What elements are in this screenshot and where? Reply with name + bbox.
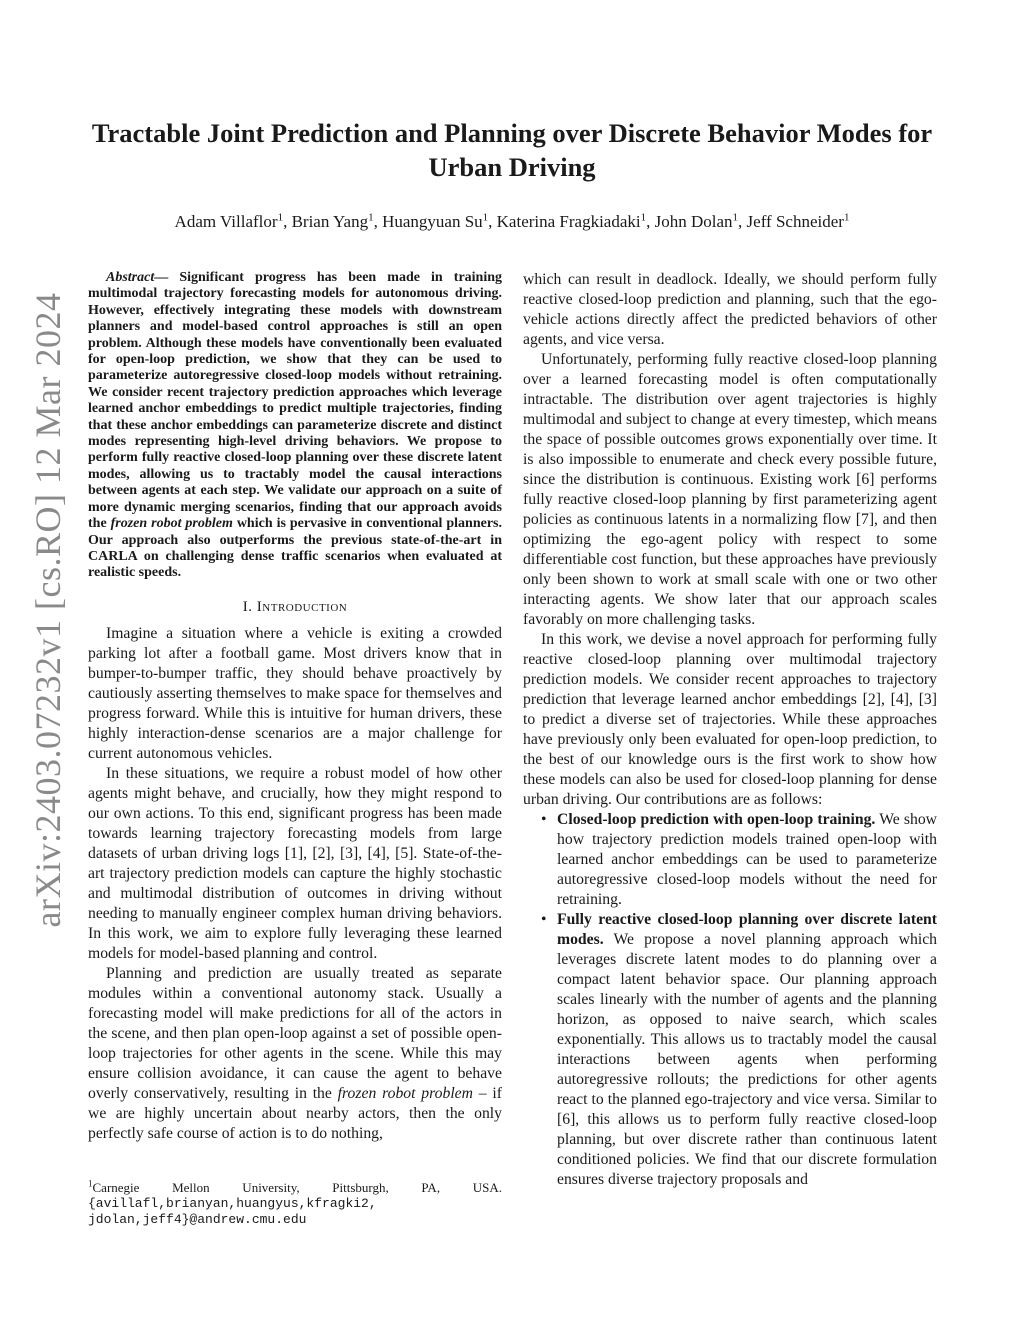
abstract-label: Abstract (106, 270, 155, 285)
abstract-emphasis: frozen robot problem (110, 516, 233, 532)
author: John Dolan (654, 212, 733, 231)
abstract-text: which is pervasive in conventional planners. Our approach also outperforms the previous state-of-the-art in CARLA on challenging dense traffic scenarios when evaluated at realistic speeds. (88, 516, 503, 581)
footnote-mark: 1 (88, 1178, 93, 1189)
footnote-affiliation-text: Carnegie Mellon University, Pittsburgh, PA, USA. (92, 1180, 502, 1195)
affiliation-mark: 1 (482, 211, 489, 224)
list-item-heading: Fully reactive closed-loop planning over discrete latent modes. (557, 911, 937, 948)
list-item-text: We propose a novel planning approach which leverages discrete latent modes to do planning over a compact latent behavior space. Our planning approach scales linearly with the number of agents and the planning horizon, as opposed to naive search, which scales exponentially. This allows us to tractably model the causal interactions between agents when performing autoregressive rollouts; the predictions for other agents react to the planned ego-trajectory and vice versa. Similar to [6], this allows us to perform fully reactive closed-loop planning, but over discrete rather than continuous latent conditioned policies. We find that our discrete formulation ensures diverse trajectory proposals and (557, 931, 937, 1188)
affiliation-mark: 1 (277, 211, 284, 224)
author: Brian Yang (291, 212, 369, 231)
list-item (523, 910, 937, 1190)
paragraph: Unfortunately, performing fully reactive closed-loop planning over a learned forecasting model is often computationally intractable. The distribution over agent trajectories is highly multimodal and subject to change at every timestep, which means the space of possible outcomes grows exponentially over time. It is also impossible to enumerate and check every possible future, since the distribution is continuous. Existing work [6] performs fully reactive closed-loop planning by first parameterizing agent policies as continuous latents in a normalizing flow [7], and then optimizing the ego-agent policy with respect to some differentiable cost function, but these approaches have previously only been shown to work at small scale with one or two other interacting agents. We show later that our approach scales favorably on more challenging tasks. (523, 351, 937, 628)
paragraph: Imagine a situation where a vehicle is exiting a crowded parking lot after a football game. Most drivers know that in bumper-to-bumper traffic, they should behave proactively by cautiously asserting themselves to make space for themselves and progress forward. While this is intuitive for human drivers, these highly interaction-dense scenarios are a major challenge for current autonomous vehicles. (88, 624, 502, 762)
author: Jeff Schneider (746, 212, 844, 231)
paragraph: In these situations, we require a robust model of how other agents might behave, and crucially, how they might respond to our own actions. To this end, significant progress has been made towards learning trajectory forecasting models from large datasets of urban driving logs [1], [2], [3], [4], [5]. State-of-the-art trajectory prediction models can capture the highly stochastic and multimodal distribution of outcomes in driving without needing to manually engineer complex human driving behaviors. In this work, we aim to explore fully leveraging these learned models for model-based planning and control. (88, 764, 502, 962)
author: Huangyuan Su (382, 212, 483, 231)
paragraph-text: – if we are highly uncertain about nearby actors, then the only perfectly safe course of action is to do nothing, (88, 1084, 502, 1142)
author: Katerina Fragkiadaki (496, 212, 641, 231)
footnote (88, 1180, 502, 1228)
bullet: • (541, 911, 547, 928)
affiliation-mark: 1 (640, 211, 647, 224)
section-numeral: I. (242, 598, 257, 615)
list-item-heading: Closed-loop prediction with open-loop training. (557, 811, 876, 828)
author-list: Adam Villaflor$^1$, Brian Yang$^1$, Huangyuan Su$^1$, Katerina Fragkiadaki$^1$, John Dolan$^1$, Jeff Schneider$^1$ (174, 211, 850, 231)
affiliation-mark: 1 (368, 211, 374, 224)
paragraph (88, 964, 502, 1144)
left-column (88, 270, 502, 1144)
list-item (523, 810, 937, 910)
abstract-text: Significant progress has been made in training multimodal trajectory forecasting models for autonomous driving. However, effectively integrating these models with downstream planners and model-based control approaches is still an open problem. Although these models have conventionally been evaluated for open-loop prediction, we show that they can be used to parameterize autoregressive closed-loop models without retraining. We consider recent trajectory prediction approaches which leverage learned anchor embeddings to predict multiple trajectories, finding that these anchor embeddings can parameterize discrete and distinct modes representing high-level driving behaviors. We propose to perform fully reactive closed-loop planning over these discrete latent modes, allowing us to tractably model the causal interactions between agents at each step. We validate our approach on a suite of more dynamic merging scenarios, finding that our approach avoids the (88, 270, 503, 532)
list-item-text: We show how trajectory prediction models trained open-loop with learned anchor embeddings can be used to parameterize autoregressive closed-loop models without the need for retraining. (557, 811, 937, 908)
paper-title: Tractable Joint Prediction and Planning over Discrete Behavior Modes for Urban Driving (91, 118, 933, 182)
affiliation-mark: 1 (843, 211, 850, 224)
footnote-emails: jdolan,jeff4}@andrew.cmu.edu (88, 1212, 307, 1227)
affiliation-mark: 1 (732, 211, 739, 224)
bullet: • (541, 811, 547, 828)
paragraph: which can result in deadlock. Ideally, we should perform fully reactive closed-loop prediction and planning, such that the ego-vehicle actions directly affect the predicted behaviors of other agents, and vice versa. (523, 271, 937, 348)
abstract (88, 270, 502, 582)
contribution-list (523, 810, 937, 1190)
paragraph-emphasis: frozen robot problem (337, 1084, 473, 1102)
right-column (523, 270, 937, 1190)
footnote-affiliation (88, 1180, 502, 1196)
author: Adam Villaflor (174, 212, 278, 231)
paragraph-text: Planning and prediction are usually treated as separate modules within a conventional autonomy stack. Usually a forecasting model will make predictions for all of the actors in the scene, and then plan open-loop against a set of possible open-loop trajectories for other agents in the scene. While this may ensure collision avoidance, it can cause the agent to behave overly conservatively, resulting in the (88, 964, 502, 1102)
footnote-emails: {avillafl,brianyan,huangyus,kfragki2, (88, 1196, 377, 1211)
section-title: Introduction (256, 598, 348, 615)
paragraph: In this work, we devise a novel approach for performing fully reactive closed-loop planning over multimodal trajectory prediction models. We consider recent approaches to trajectory prediction that leverage learned anchor embeddings [2], [4], [3] to predict a diverse set of trajectories. While these approaches have previously only been evaluated for open-loop prediction, to the best of our knowledge ours is the first work to show how these models can also be used for closed-loop planning for dense urban driving. Our contributions are as follows: (523, 631, 937, 808)
section-heading (88, 599, 502, 616)
abstract-dash: — (154, 270, 180, 285)
arxiv-stamp: arXiv:2403.07232v1 [cs.RO] 12 Mar 2024 (28, 292, 68, 928)
